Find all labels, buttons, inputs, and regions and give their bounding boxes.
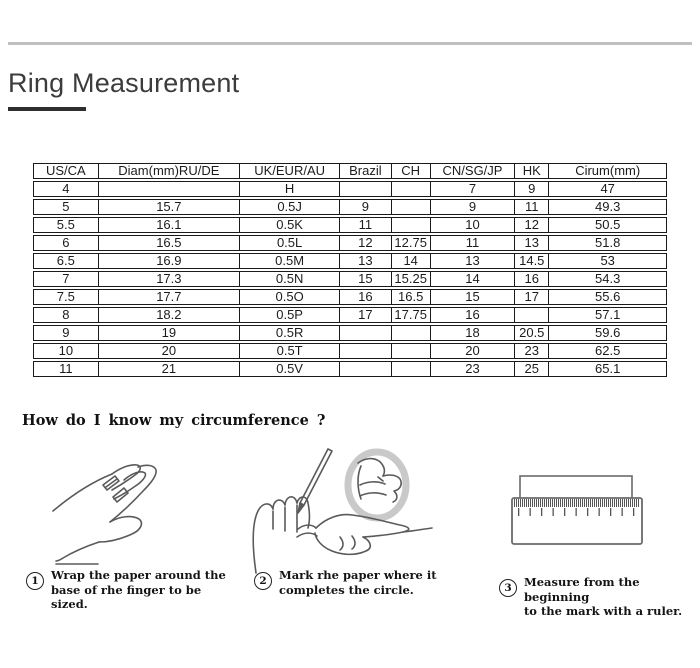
table-cell: 12 [339, 235, 390, 251]
step2-caption-line1: Mark rhe paper where it [279, 568, 437, 582]
step3-caption-line2: to the mark with a ruler. [524, 604, 683, 618]
table-cell: 5 [33, 199, 98, 215]
table-cell [391, 199, 430, 215]
table-cell: 17.3 [98, 271, 239, 287]
table-cell: 49.3 [548, 199, 667, 215]
column-header: UK/EUR/AU [239, 163, 339, 179]
page-title: Ring Measurement [8, 68, 240, 98]
table-cell: H [239, 181, 339, 197]
table-cell: 53 [548, 253, 667, 269]
table-cell: 6.5 [33, 253, 98, 269]
step2-caption [254, 568, 444, 597]
table-cell: 15.7 [98, 199, 239, 215]
table-cell: 17 [339, 307, 390, 323]
table-cell: 13 [339, 253, 390, 269]
table-cell: 14 [391, 253, 430, 269]
table-cell [391, 217, 430, 233]
step1-caption-line1: Wrap the paper around the [51, 568, 226, 582]
table-cell: 0.5L [239, 235, 339, 251]
table-cell: 0.5M [239, 253, 339, 269]
table-cell: 16 [339, 289, 390, 305]
table-cell [339, 361, 390, 377]
table-cell: 11 [514, 199, 548, 215]
step1-caption [26, 568, 236, 612]
table-cell: 25 [514, 361, 548, 377]
table-cell: 0.5P [239, 307, 339, 323]
table-row [33, 217, 667, 233]
table-cell [514, 307, 548, 323]
step2-caption-text [279, 568, 437, 597]
table-cell: 7.5 [33, 289, 98, 305]
column-header: Cirum(mm) [548, 163, 667, 179]
table-row [33, 343, 667, 359]
step1-figure [20, 440, 240, 570]
table-cell: 47 [548, 181, 667, 197]
table-cell: 51.8 [548, 235, 667, 251]
table-cell: 18 [430, 325, 514, 341]
step3-caption-text [524, 575, 699, 619]
table-cell: 15 [339, 271, 390, 287]
table-cell: 14 [430, 271, 514, 287]
table-row [33, 199, 667, 215]
table-row [33, 289, 667, 305]
column-header: HK [514, 163, 548, 179]
table-cell: 7 [430, 181, 514, 197]
magnifier-ring [348, 452, 406, 518]
table-cell: 10 [430, 217, 514, 233]
table-cell: 15.25 [391, 271, 430, 287]
table-cell [391, 325, 430, 341]
guide-heading: How do I know my circumference ? [22, 412, 326, 429]
table-cell: 16.1 [98, 217, 239, 233]
column-header: Diam(mm)RU/DE [98, 163, 239, 179]
table-cell [339, 325, 390, 341]
hands-marking-pen-icon [240, 433, 440, 578]
table-cell: 0.5N [239, 271, 339, 287]
top-divider [8, 42, 692, 45]
table-cell: 16.5 [391, 289, 430, 305]
step1-number-badge: 1 [26, 572, 44, 590]
table-cell [98, 181, 239, 197]
table-cell: 11 [33, 361, 98, 377]
step1-caption-text [51, 568, 236, 612]
table-cell: 18.2 [98, 307, 239, 323]
table-cell: 15 [430, 289, 514, 305]
step3-number-badge: 3 [499, 579, 517, 597]
table-cell: 16.9 [98, 253, 239, 269]
column-header: Brazil [339, 163, 390, 179]
table-cell: 8 [33, 307, 98, 323]
table-cell [339, 181, 390, 197]
table-cell: 50.5 [548, 217, 667, 233]
hand-with-paper-strip-icon [20, 440, 240, 570]
table-cell: 0.5T [239, 343, 339, 359]
title-underline [8, 107, 86, 111]
step2-caption-line2: completes the circle. [279, 582, 414, 597]
step2-figure [240, 433, 440, 578]
table-cell: 0.5J [239, 199, 339, 215]
table-cell: 4 [33, 181, 98, 197]
step2-number-badge: 2 [254, 572, 272, 590]
table-cell: 0.5O [239, 289, 339, 305]
table-cell: 65.1 [548, 361, 667, 377]
table-cell: 23 [514, 343, 548, 359]
column-header: CN/SG/JP [430, 163, 514, 179]
column-header: CH [391, 163, 430, 179]
step3-figure [490, 462, 690, 562]
table-cell [391, 343, 430, 359]
table-cell: 17.75 [391, 307, 430, 323]
table-row [33, 253, 667, 269]
table-cell: 20.5 [514, 325, 548, 341]
table-row [33, 271, 667, 287]
table-row [33, 325, 667, 341]
table-cell: 0.5V [239, 361, 339, 377]
table-cell: 20 [98, 343, 239, 359]
table-cell: 11 [430, 235, 514, 251]
table-cell: 0.5K [239, 217, 339, 233]
ring-size-table [33, 161, 667, 379]
step3-caption [499, 575, 699, 619]
column-header: US/CA [33, 163, 98, 179]
table-cell: 14.5 [514, 253, 548, 269]
table-cell: 57.1 [548, 307, 667, 323]
table-cell: 20 [430, 343, 514, 359]
table-cell: 13 [430, 253, 514, 269]
table-cell [391, 361, 430, 377]
table-cell: 59.6 [548, 325, 667, 341]
table-cell: 17.7 [98, 289, 239, 305]
table-cell: 12 [514, 217, 548, 233]
table-cell: 12.75 [391, 235, 430, 251]
step3-caption-line1: Measure from the beginning [524, 575, 640, 604]
table-row [33, 181, 667, 197]
size-chart-container [33, 161, 667, 379]
table-cell: 10 [33, 343, 98, 359]
table-cell: 62.5 [548, 343, 667, 359]
table-cell: 13 [514, 235, 548, 251]
table-cell: 6 [33, 235, 98, 251]
table-cell: 16.5 [98, 235, 239, 251]
step1-caption-line2: base of rhe finger to be sized. [51, 582, 202, 611]
table-cell: 11 [339, 217, 390, 233]
table-cell: 9 [514, 181, 548, 197]
table-cell [391, 181, 430, 197]
table-row [33, 361, 667, 377]
ruler-icon [490, 462, 690, 562]
table-cell: 9 [33, 325, 98, 341]
table-cell: 9 [430, 199, 514, 215]
table-cell: 16 [514, 271, 548, 287]
table-cell: 21 [98, 361, 239, 377]
table-row [33, 307, 667, 323]
table-cell: 54.3 [548, 271, 667, 287]
table-cell: 7 [33, 271, 98, 287]
table-cell: 16 [430, 307, 514, 323]
table-cell: 55.6 [548, 289, 667, 305]
table-cell [339, 343, 390, 359]
table-header-row [33, 163, 667, 179]
table-cell: 17 [514, 289, 548, 305]
table-cell: 19 [98, 325, 239, 341]
table-cell: 5.5 [33, 217, 98, 233]
table-row [33, 235, 667, 251]
table-cell: 9 [339, 199, 390, 215]
table-cell: 23 [430, 361, 514, 377]
table-cell: 0.5R [239, 325, 339, 341]
